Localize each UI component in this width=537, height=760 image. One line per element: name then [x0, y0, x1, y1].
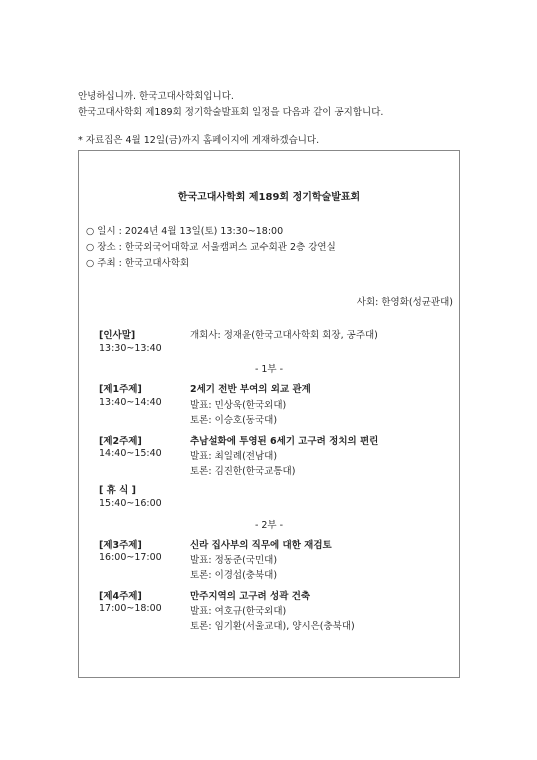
- topic3-title: 신라 집사부의 직무에 대한 재검토: [190, 540, 332, 551]
- intro-greeting: 안녕하십니까. 한국고대사학회입니다.: [78, 91, 234, 102]
- part1-heading: - 1부 -: [254, 364, 284, 375]
- topic2-discussant: 토론: 김진한(한국교통대): [190, 466, 296, 477]
- topic1-label: [제1주제]: [99, 384, 142, 395]
- topic2-title: 추남설화에 투영된 6세기 고구려 정치의 편린: [190, 436, 379, 447]
- topic2-time: 14:40~15:40: [99, 448, 162, 459]
- topic4-label: [제4주제]: [99, 591, 142, 602]
- moderator: 사회: 한영화(성균관대): [356, 297, 453, 308]
- topic1-presenter: 발표: 민상욱(한국외대): [190, 400, 287, 411]
- break-time: 15:40~16:00: [99, 498, 162, 509]
- topic2-presenter: 발표: 최일례(전남대): [190, 451, 278, 462]
- topic1-time: 13:40~14:40: [99, 397, 162, 408]
- detail-host: ○ 주최 : 한국고대사학회: [86, 258, 190, 269]
- notice-title: 한국고대사학회 제189회 정기학술발표회: [177, 192, 361, 203]
- part2-heading: - 2부 -: [254, 520, 284, 531]
- topic3-discussant: 토론: 이경섭(충북대): [190, 570, 278, 581]
- intro-note: * 자료집은 4월 12일(금)까지 홈페이지에 게재하겠습니다.: [78, 135, 320, 146]
- topic3-time: 16:00~17:00: [99, 552, 162, 563]
- detail-date: ○ 일시 : 2024년 4월 13일(토) 13:30~18:00: [86, 226, 284, 237]
- topic1-title: 2세기 전반 부여의 외교 관계: [190, 384, 311, 395]
- topic4-presenter: 발표: 여호규(한국외대): [190, 606, 287, 617]
- intro-announcement: 한국고대사학회 제189회 정기학술발표회 일정을 다음과 같이 공지합니다.: [78, 107, 384, 118]
- detail-venue: ○ 장소 : 한국외국어대학교 서울캠퍼스 교수회관 2층 강연실: [86, 242, 336, 253]
- topic1-discussant: 토론: 이승호(동국대): [190, 415, 278, 426]
- topic2-label: [제2주제]: [99, 436, 142, 447]
- topic4-time: 17:00~18:00: [99, 603, 162, 614]
- topic3-label: [제3주제]: [99, 540, 142, 551]
- opening-speaker: 개회사: 정재윤(한국고대사학회 회장, 공주대): [190, 330, 378, 341]
- opening-label: [인사말]: [99, 330, 136, 341]
- opening-time: 13:30~13:40: [99, 343, 162, 354]
- topic3-presenter: 발표: 정동준(국민대): [190, 555, 278, 566]
- break-label: [ 휴 식 ]: [99, 485, 136, 496]
- notice-box: [78, 150, 460, 678]
- topic4-title: 만주지역의 고구려 성곽 건축: [190, 591, 311, 602]
- topic4-discussant: 토론: 임기환(서울교대), 양시은(충북대): [190, 621, 355, 632]
